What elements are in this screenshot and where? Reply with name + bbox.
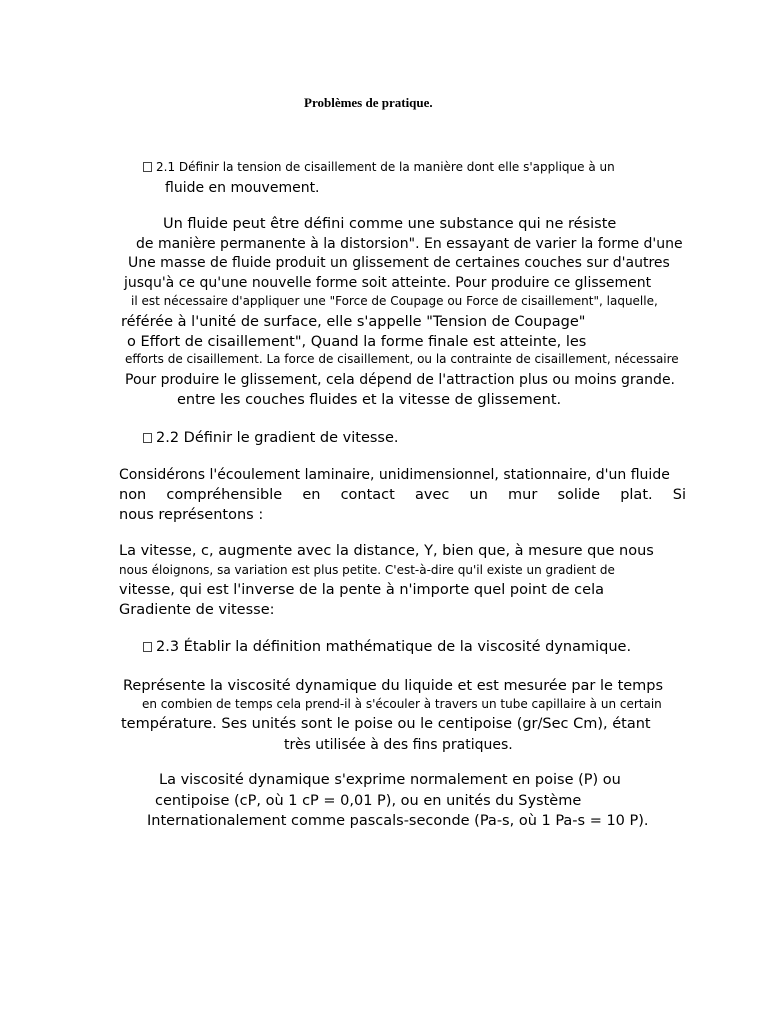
heading-text: 2.1 Définir la tension de cisaillement de la manière dont elle s'applique à un — [156, 160, 615, 174]
text-line: jusqu'à ce qu'une nouvelle forme soit atteinte. Pour produire ce glissement — [124, 275, 652, 291]
text-line: Gradiente de vitesse: — [119, 602, 275, 618]
text-line: nous représentons : — [119, 507, 264, 523]
text-line: centipoise (cP, où 1 cP = 0,01 P), ou en unités du Système — [155, 793, 582, 809]
text-line: vitesse, qui est l'inverse de la pente à n'importe quel point de cela — [119, 582, 604, 598]
heading-text: 2.2 Définir le gradient de vitesse. — [156, 430, 399, 446]
text-line: Pour produire le glissement, cela dépend de l'attraction plus ou moins grande. — [125, 372, 676, 388]
text-line: de manière permanente à la distorsion". En essayant de varier la forme d'une — [136, 236, 683, 252]
text-line: Un fluide peut être défini comme une substance qui ne résiste — [163, 216, 617, 232]
text-line: non compréhensible en contact avec un mur solide plat. Si — [119, 487, 686, 503]
text-line: o Effort de cisaillement", Quand la forme finale est atteinte, les — [127, 334, 587, 350]
text-line: La viscosité dynamique s'exprime normalement en poise (P) ou — [159, 772, 621, 788]
text-line: Représente la viscosité dynamique du liquide et est mesurée par le temps — [123, 678, 664, 694]
text-line: Une masse de fluide produit un glissement de certaines couches sur d'autres — [128, 255, 670, 271]
text-line: Internationalement comme pascals-seconde (Pa-s, où 1 Pa-s = 10 P). — [147, 813, 649, 829]
text-line: Considérons l'écoulement laminaire, unidimensionnel, stationnaire, d'un fluide — [119, 467, 670, 483]
question-2-1-heading-cont: fluide en mouvement. — [165, 180, 320, 196]
text-line: entre les couches fluides et la vitesse de glissement. — [177, 392, 562, 408]
heading-text: 2.3 Établir la définition mathématique de la viscosité dynamique. — [156, 639, 632, 655]
text-line: nous éloignons, sa variation est plus petite. C'est-à-dire qu'il existe un gradient de — [119, 563, 615, 577]
text-line: il est nécessaire d'appliquer une "Force de Coupage ou Force de cisaillement", laquelle, — [131, 294, 658, 308]
page-title: Problèmes de pratique. — [304, 95, 433, 110]
text-line: très utilisée à des fins pratiques. — [284, 737, 513, 753]
text-line: température. Ses unités sont le poise ou le centipoise (gr/Sec Cm), étant — [121, 716, 651, 732]
question-2-1-heading — [143, 160, 615, 174]
square-bullet-icon — [143, 162, 152, 172]
question-2-3-heading — [143, 639, 631, 655]
text-line: référée à l'unité de surface, elle s'appelle "Tension de Coupage" — [121, 314, 586, 330]
question-2-2-heading — [143, 430, 399, 446]
text-line: efforts de cisaillement. La force de cisaillement, ou la contrainte de cisaillement, nécessaire — [125, 352, 679, 366]
square-bullet-icon — [143, 433, 152, 443]
text-line: La vitesse, c, augmente avec la distance, Y, bien que, à mesure que nous — [119, 543, 654, 559]
square-bullet-icon — [143, 642, 152, 652]
text-line: en combien de temps cela prend-il à s'écouler à travers un tube capillaire à un certain — [142, 697, 662, 711]
